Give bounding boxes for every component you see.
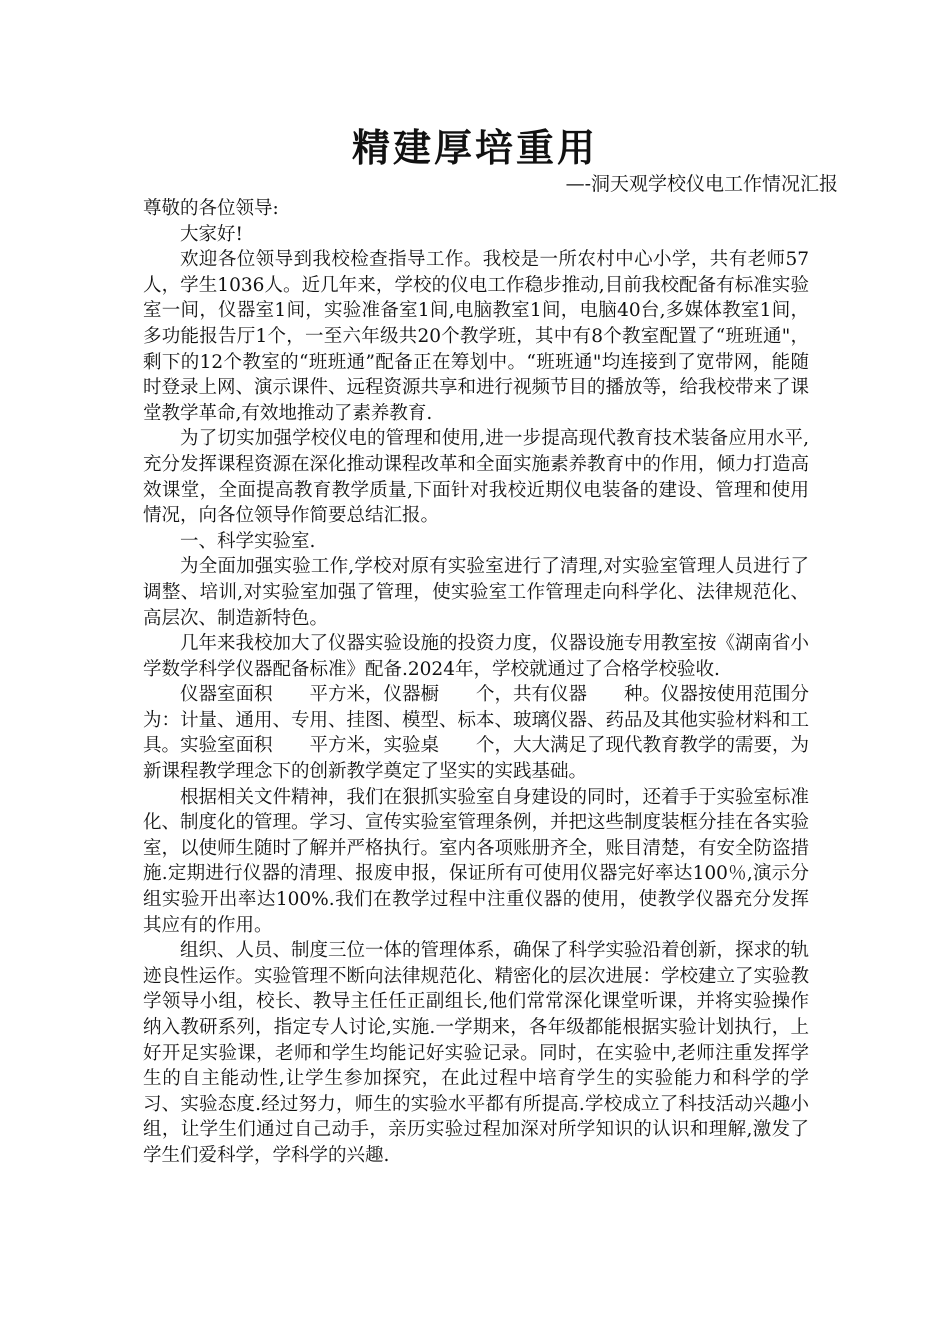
paragraph-management-system: 组织、人员、制度三位一体的管理体系，确保了科学实验沿着创新，探求的轨迹良性运作。实验管理不断向法律规范化、精密化的层次进展：学校建立了实验教学领导小组，校长、教导主任任正副组长,他们常常深化课堂听课，并将实验操作纳入教研系列，指定专人讨论,实施.一学期来，各年级都能根据实验计划执行，上好开足实验课，老师和学生均能记好实验记录。同时，在实验中,老师注重发挥学生的自主能动性,让学生参加探究，在此过程中培育学生的实验能力和科学的学习、实验态度.经过努力，师生的实验水平都有所提高.学校成立了科技活动兴趣小组，让学生们通过自己动手，亲历实验过程加深对所学知识的认识和理解,激发了学生们爱科学，学科学的兴趣. bbox=[143, 940, 810, 1166]
paragraph-intro: 欢迎各位领导到我校检查指导工作。我校是一所农村中心小学，共有老师57人，学生1036人。近几年来，学校的仪电工作稳步推动,目前我校配备有标准实验室一间，仪器室1间，实验准备室1间,电脑教室1间，电脑40台,多媒体教室1间，多功能报告厅1个，一至六年级共20个教学班，其中有8个教室配置了“班班通"，剩下的12个教室的“班班通”配备正在筹划中。“班班通"均连接到了宽带网，能随时登录上网、演示课件、远程资源共享和进行视频节目的播放等，给我校带来了课堂教学革命,有效地推动了素养教育. bbox=[143, 249, 810, 424]
paragraph-standardization: 根据相关文件精神，我们在狠抓实验室自身建设的同时，还着手于实验室标准化、制度化的管理。学习、宣传实验室管理条例，并把这些制度装框分挂在各实验室，以使师生随时了解并严格执行。室内各项账册齐全，账目清楚，有安全防盗措施.定期进行仪器的清理、报废申报，保证所有可使用仪器完好率达100％,演示分组实验开出率达100%.我们在教学过程中注重仪器的使用，使教学仪器充分发挥其应有的作用。 bbox=[143, 786, 810, 936]
salutation: 尊敬的各位领导: bbox=[143, 198, 279, 219]
greeting: 大家好! bbox=[180, 223, 243, 245]
document-title: 精建厚培重用 bbox=[351, 126, 598, 170]
section-heading-lab: 一、科学实验室. bbox=[180, 530, 316, 552]
document-subtitle: —-洞天观学校仪电工作情况汇报 bbox=[565, 173, 838, 195]
paragraph-investment: 几年来我校加大了仪器实验设施的投资力度，仪器设施专用教室按《湖南省小学数学科学仪器配备标准》配备.2024年，学校就通过了合格学校验收. bbox=[143, 633, 810, 680]
paragraph-purpose: 为了切实加强学校仪电的管理和使用,进一步提高现代教育技术装备应用水平,充分发挥课程资源在深化推动课程改革和全面实施素养教育中的作用，倾力打造高效课堂，全面提高教育教学质量,下面针对我校近期仪电装备的建设、管理和使用情况，向各位领导作简要总结汇报。 bbox=[143, 428, 810, 527]
paragraph-instrument-room: 仪器室面积 平方米，仪器橱 个，共有仪器 种。仪器按使用范围分为：计量、通用、专用、挂图、模型、标本、玻璃仪器、药品及其他实验材料和工具。实验室面积 平方米，实验桌 个，大大满足了现代教育教学的需要，为新课程教学理念下的创新教学奠定了坚实的实践基础。 bbox=[143, 684, 810, 783]
paragraph-lab-management: 为全面加强实验工作,学校对原有实验室进行了清理,对实验室管理人员进行了调整、培训,对实验室加强了管理，使实验室工作管理走向科学化、法律规范化、高层次、制造新特色。 bbox=[143, 556, 809, 629]
document-body bbox=[143, 196, 809, 1169]
